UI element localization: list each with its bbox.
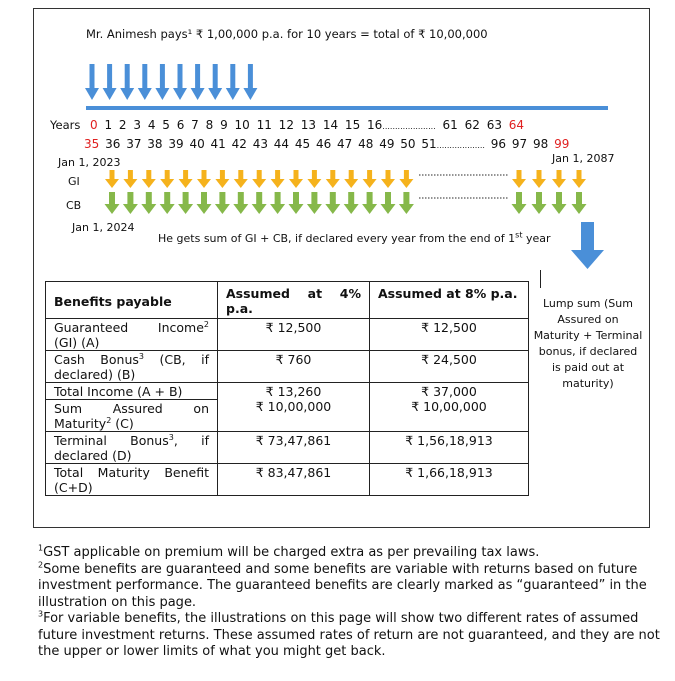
header-4pct: [218, 282, 370, 319]
footnotes: [38, 545, 668, 661]
value-4pct: ₹ 73,47,861: [218, 432, 370, 464]
gi-arrow: [572, 170, 586, 188]
cb-arrow: [197, 192, 212, 214]
row-label-sup: 2: [203, 319, 209, 329]
row-label: [46, 319, 218, 351]
gi-arrow: [234, 170, 248, 188]
timeline-bar: [86, 106, 608, 110]
footnote-number: 2: [38, 560, 44, 570]
cb-arrow: [381, 192, 396, 214]
gi-arrow: [197, 170, 211, 188]
row-label: [46, 400, 218, 432]
year-start: 0: [90, 118, 98, 132]
value-8pct: ₹ 1,56,18,913: [370, 432, 529, 464]
years-ellipsis: .....................: [382, 122, 436, 131]
start-date: Jan 1, 2023: [58, 156, 121, 169]
age-end: 99: [554, 137, 570, 151]
years-label: Years: [50, 118, 81, 132]
cb-arrow: [141, 192, 156, 214]
row-label-sup: 3: [138, 351, 144, 361]
premium-arrow: [243, 64, 257, 100]
cb-arrow: [123, 192, 138, 214]
row-label-text: Total Income (A + B): [54, 384, 183, 399]
cb-arrow: [252, 192, 267, 214]
premium-heading: Mr. Animesh pays¹ ₹ 1,00,000 p.a. for 10 years = total of ₹ 10,00,000: [86, 27, 488, 41]
value-8pct: ₹ 37,000 ₹ 10,00,000: [370, 383, 529, 432]
gi-arrow: [160, 170, 174, 188]
table-row: [46, 432, 529, 464]
cb-arrow: [512, 192, 527, 214]
value-8pct: ₹ 24,500: [370, 351, 529, 383]
gi-arrow: [142, 170, 156, 188]
premium-arrow: [191, 64, 205, 100]
table-row: [46, 351, 529, 383]
payout-note-sup: st: [515, 230, 523, 240]
cb-arrow: [270, 192, 285, 214]
row-label-text: Sum Assured on Maturity: [54, 401, 209, 431]
years-tail: 61 62 63: [442, 118, 502, 132]
ages-tail: 96 97 98: [490, 137, 549, 151]
footnote: [38, 562, 668, 612]
footnote-text: GST applicable on premium will be charged extra as per prevailing tax laws.: [43, 545, 540, 560]
gi-arrow: [215, 170, 229, 188]
lumpsum-arrow: [568, 222, 608, 272]
cb-arrow: [289, 192, 304, 214]
row-label-text: Terminal Bonus: [54, 433, 169, 448]
header-8pct: Assumed at 8% p.a.: [370, 282, 529, 319]
gi-arrow: [344, 170, 358, 188]
value-4pct: ₹ 760: [218, 351, 370, 383]
gi-arrow: [123, 170, 137, 188]
cb-arrow: [160, 192, 175, 214]
cb-arrow: [532, 192, 547, 214]
row-label-sup: 3: [168, 432, 174, 442]
value-8pct: ₹ 12,500: [370, 319, 529, 351]
footnote: [38, 611, 668, 661]
premium-arrow: [85, 64, 99, 100]
cb-arrow: [572, 192, 587, 214]
row-label-suffix: (GI) (A): [54, 335, 100, 350]
years-middle: 1 2 3 4 5 6 7 8 9 10 11 12 13 14 15 16: [104, 118, 383, 132]
table-header-row: [46, 282, 529, 319]
benefits-table: [45, 281, 529, 496]
premium-arrow: [103, 64, 117, 100]
ages-middle: 36 37 38 39 40 41 42 43 44 45 46 47 48 49 50 51: [105, 137, 437, 151]
cb-arrow: [307, 192, 322, 214]
cb-arrow: [233, 192, 248, 214]
row-label: [46, 432, 218, 464]
row-label: [46, 351, 218, 383]
premium-arrow: [155, 64, 169, 100]
cb-arrow: [344, 192, 359, 214]
years-row-2: [84, 137, 569, 151]
payout-note-suffix: year: [522, 232, 551, 245]
header-4pct-text: Assumed at 4% p.a.: [226, 286, 361, 316]
premium-arrow: [173, 64, 187, 100]
gi-arrow: [326, 170, 340, 188]
value-4pct: ₹ 12,500: [218, 319, 370, 351]
footnote-number: 1: [38, 543, 44, 553]
divider-marker: [540, 270, 541, 288]
footnote-text: Some benefits are guaranteed and some benefits are variable with returns based on future investment performance. The guaranteed benefits are clearly marked as “guaranteed” in the illustration on this page.: [38, 561, 647, 610]
premium-arrow: [120, 64, 134, 100]
premium-arrow: [226, 64, 240, 100]
gi-arrow: [381, 170, 395, 188]
table-row: [46, 383, 529, 400]
cb-arrow: [362, 192, 377, 214]
lumpsum-note: Lump sum (Sum Assured on Maturity + Terminal bonus, if declared is paid out at maturity): [533, 297, 643, 390]
row-label: [46, 383, 218, 400]
payout-start-date: Jan 1, 2024: [72, 221, 135, 234]
row-label-text: Cash Bonus: [54, 352, 139, 367]
gi-arrow: [399, 170, 413, 188]
age-start: 35: [84, 137, 100, 151]
gi-arrow: [179, 170, 193, 188]
ages-ellipsis: ...................: [436, 141, 485, 150]
cb-arrow: [399, 192, 414, 214]
row-label-suffix: , if declared (D): [54, 433, 209, 463]
footnote: [38, 545, 668, 562]
header-benefits: Benefits payable: [46, 282, 218, 319]
cb-arrow: [552, 192, 567, 214]
payout-note: [158, 232, 551, 245]
row-label-suffix: (C): [111, 416, 134, 431]
payout-note-text: He gets sum of GI + CB, if declared every year from the end of 1: [158, 232, 516, 245]
gi-arrow: [289, 170, 303, 188]
cb-arrow: [178, 192, 193, 214]
row-label-text: Guaranteed Income: [54, 320, 204, 335]
cb-arrow: [215, 192, 230, 214]
premium-arrows: [85, 64, 265, 104]
row-label-text: Total Maturity Benefit (C+D): [54, 465, 209, 495]
premium-arrow: [208, 64, 222, 100]
gi-arrow: [307, 170, 321, 188]
cb-arrow: [325, 192, 340, 214]
gi-arrow: [271, 170, 285, 188]
gi-arrow: [532, 170, 546, 188]
end-date: Jan 1, 2087: [552, 152, 615, 165]
cb-arrows: [104, 192, 594, 216]
gi-arrows: [104, 170, 594, 192]
years-row-1: [90, 118, 524, 132]
footnote-text: For variable benefits, the illustrations on this page will show two different rates of assumed future investment returns. These assumed rates of return are not guaranteed, and they are not the upper or lower limits of what you might get back.: [38, 611, 660, 659]
row-label-suffix: (CB, if declared) (B): [54, 352, 209, 382]
row-label-sup: 2: [106, 415, 112, 425]
cb-arrow: [105, 192, 120, 214]
premium-arrow: [138, 64, 152, 100]
gi-arrow: [105, 170, 119, 188]
year-end: 64: [508, 118, 525, 132]
gi-arrow: [252, 170, 266, 188]
value-4pct: ₹ 83,47,861: [218, 464, 370, 496]
table-row: [46, 319, 529, 351]
value-8pct: ₹ 1,66,18,913: [370, 464, 529, 496]
gi-arrow: [363, 170, 377, 188]
value-4pct: ₹ 13,260 ₹ 10,00,000: [218, 383, 370, 432]
gi-arrow: [552, 170, 566, 188]
cb-label: CB: [66, 199, 82, 212]
table-row: [46, 464, 529, 496]
gi-arrow: [512, 170, 526, 188]
gi-label: GI: [68, 175, 80, 188]
row-label: [46, 464, 218, 496]
footnote-number: 3: [38, 609, 44, 619]
